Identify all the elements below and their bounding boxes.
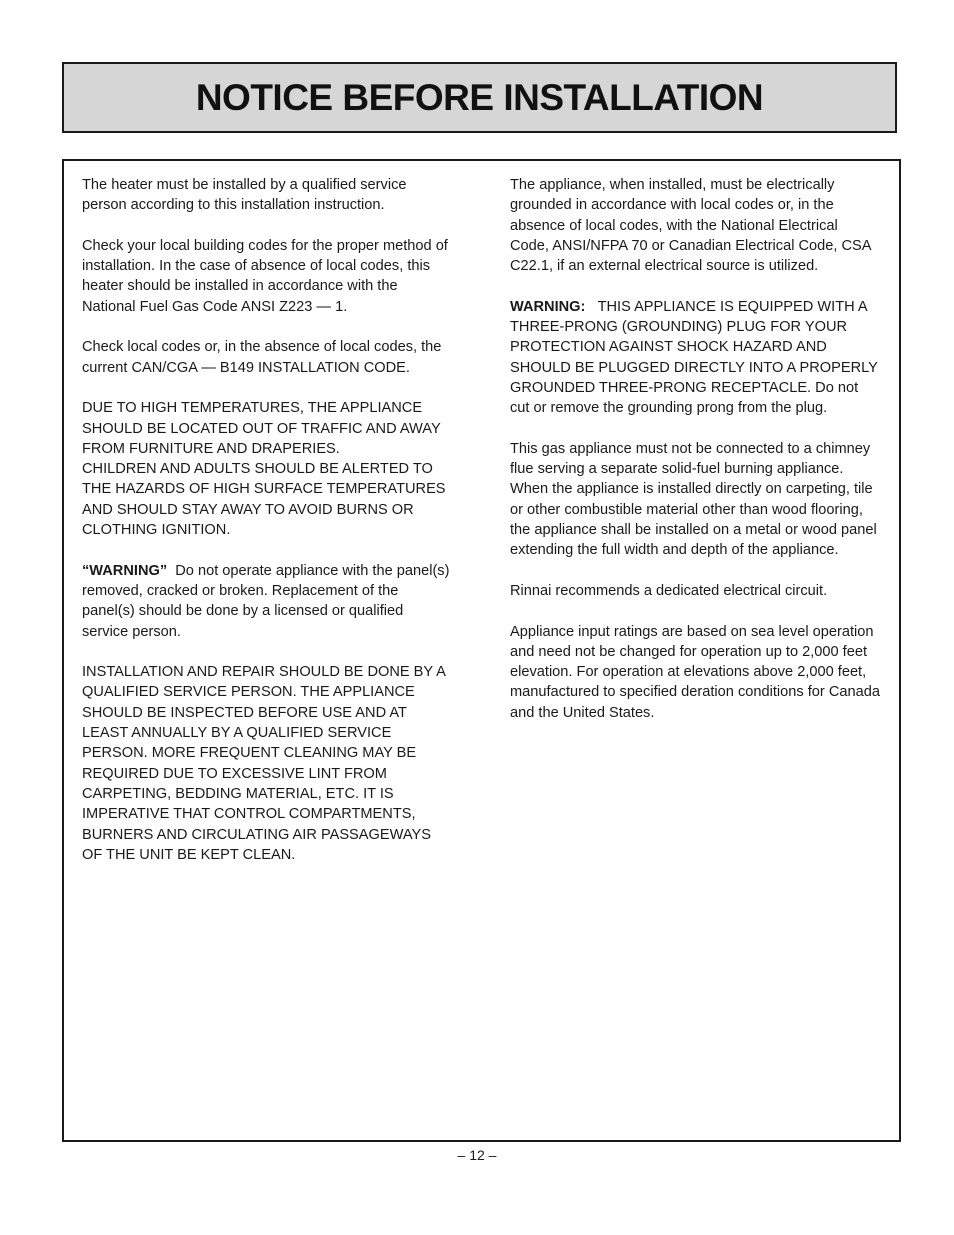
right-column (510, 175, 880, 743)
paragraph-electrical-grounding: The appliance, when installed, must be electrically grounded in accordance with local codes or, in the absence of local codes, with the National Electrical Code, ANSI/NFPA 70 or Canadian Electrical Code, CSA C22.1, if an external electrical source is utilized. (510, 177, 871, 275)
paragraph-grounding-warning (510, 297, 880, 419)
paragraph-installation-repair: INSTALLATION AND REPAIR SHOULD BE DONE BY A QUALIFIED SERVICE PERSON. THE APPLIANCE SHOULD BE INSPECTED BEFORE USE AND AT LEAST ANNUALLY BY A QUALIFIED SERVICE PERSON. MORE FREQUENT CLEANING MAY BE REQUIRED DUE TO EXCESSIVE LINT FROM CARPETING, BEDDING MATERIAL, ETC. IT IS IMPERATIVE THAT CONTROL COMPARTMENTS, BURNERS AND CIRCULATING AIR PASSAGEWAYS OF THE UNIT BE KEPT CLEAN. (82, 664, 446, 863)
paragraph-children-adults: CHILDREN AND ADULTS SHOULD BE ALERTED TO THE HAZARDS OF HIGH SURFACE TEMPERATURES AND SHOULD STAY AWAY TO AVOID BURNS OR CLOTHING IGNITION. (82, 461, 446, 539)
paragraph-dedicated-circuit: Rinnai recommends a dedicated electrical circuit. (510, 582, 828, 599)
page-number: – 12 – (457, 1147, 497, 1163)
paragraph-panel-warning (82, 561, 452, 642)
paragraph-chimney-flue: This gas appliance must not be connected to a chimney flue serving a separate solid-fuel burning appliance. (510, 440, 871, 478)
warning-label: WARNING: (510, 298, 586, 315)
title-banner (62, 62, 897, 133)
page-title: NOTICE BEFORE INSTALLATION (195, 76, 764, 118)
paragraph-local-codes: Check local codes or, in the absence of local codes, the current CAN/CGA — B149 INSTALLATION CODE. (82, 339, 442, 376)
warning-text: THIS APPLIANCE IS EQUIPPED WITH A THREE-PRONG (GROUNDING) PLUG FOR YOUR PROTECTION AGAINST SHOCK HAZARD AND SHOULD BE PLUGGED DIRECTLY INTO A PROPERLY GROUNDED THREE-PRONG RECEPTACLE. Do not cut or remove the grounding prong from the plug. (510, 298, 878, 417)
paragraph-qualified-installer: The heater must be installed by a qualified service person according to this installation instruction. (82, 177, 407, 214)
warning-text: Do not operate appliance with the panel(s) removed, cracked or broken. Replacement of the panel(s) should be done by a licensed or qualified service person. (82, 562, 450, 640)
paragraph-high-temperatures: DUE TO HIGH TEMPERATURES, THE APPLIANCE SHOULD BE LOCATED OUT OF TRAFFIC AND AWAY FROM FURNITURE AND DRAPERIES. (82, 400, 441, 457)
paragraph-carpeting: When the appliance is installed directly on carpeting, tile or other combustible material other than wood flooring, the appliance shall be installed on a metal or wood panel extending the full width and depth of the appliance. (510, 481, 877, 559)
paragraph-building-codes: Check your local building codes for the proper method of installation. In the case of absence of local codes, this heater should be installed in accordance with the National Fuel Gas Code ANSI Z223 — 1. (82, 237, 448, 315)
warning-label: “WARNING” (82, 562, 168, 579)
content-frame (62, 159, 901, 1142)
left-column (82, 175, 452, 885)
paragraph-input-ratings: Appliance input ratings are based on sea level operation and need not be changed for operation up to 2,000 feet elevation. For operation at elevations above 2,000 feet, manufactured to specified deration conditions for Canada and the United States. (510, 623, 880, 721)
